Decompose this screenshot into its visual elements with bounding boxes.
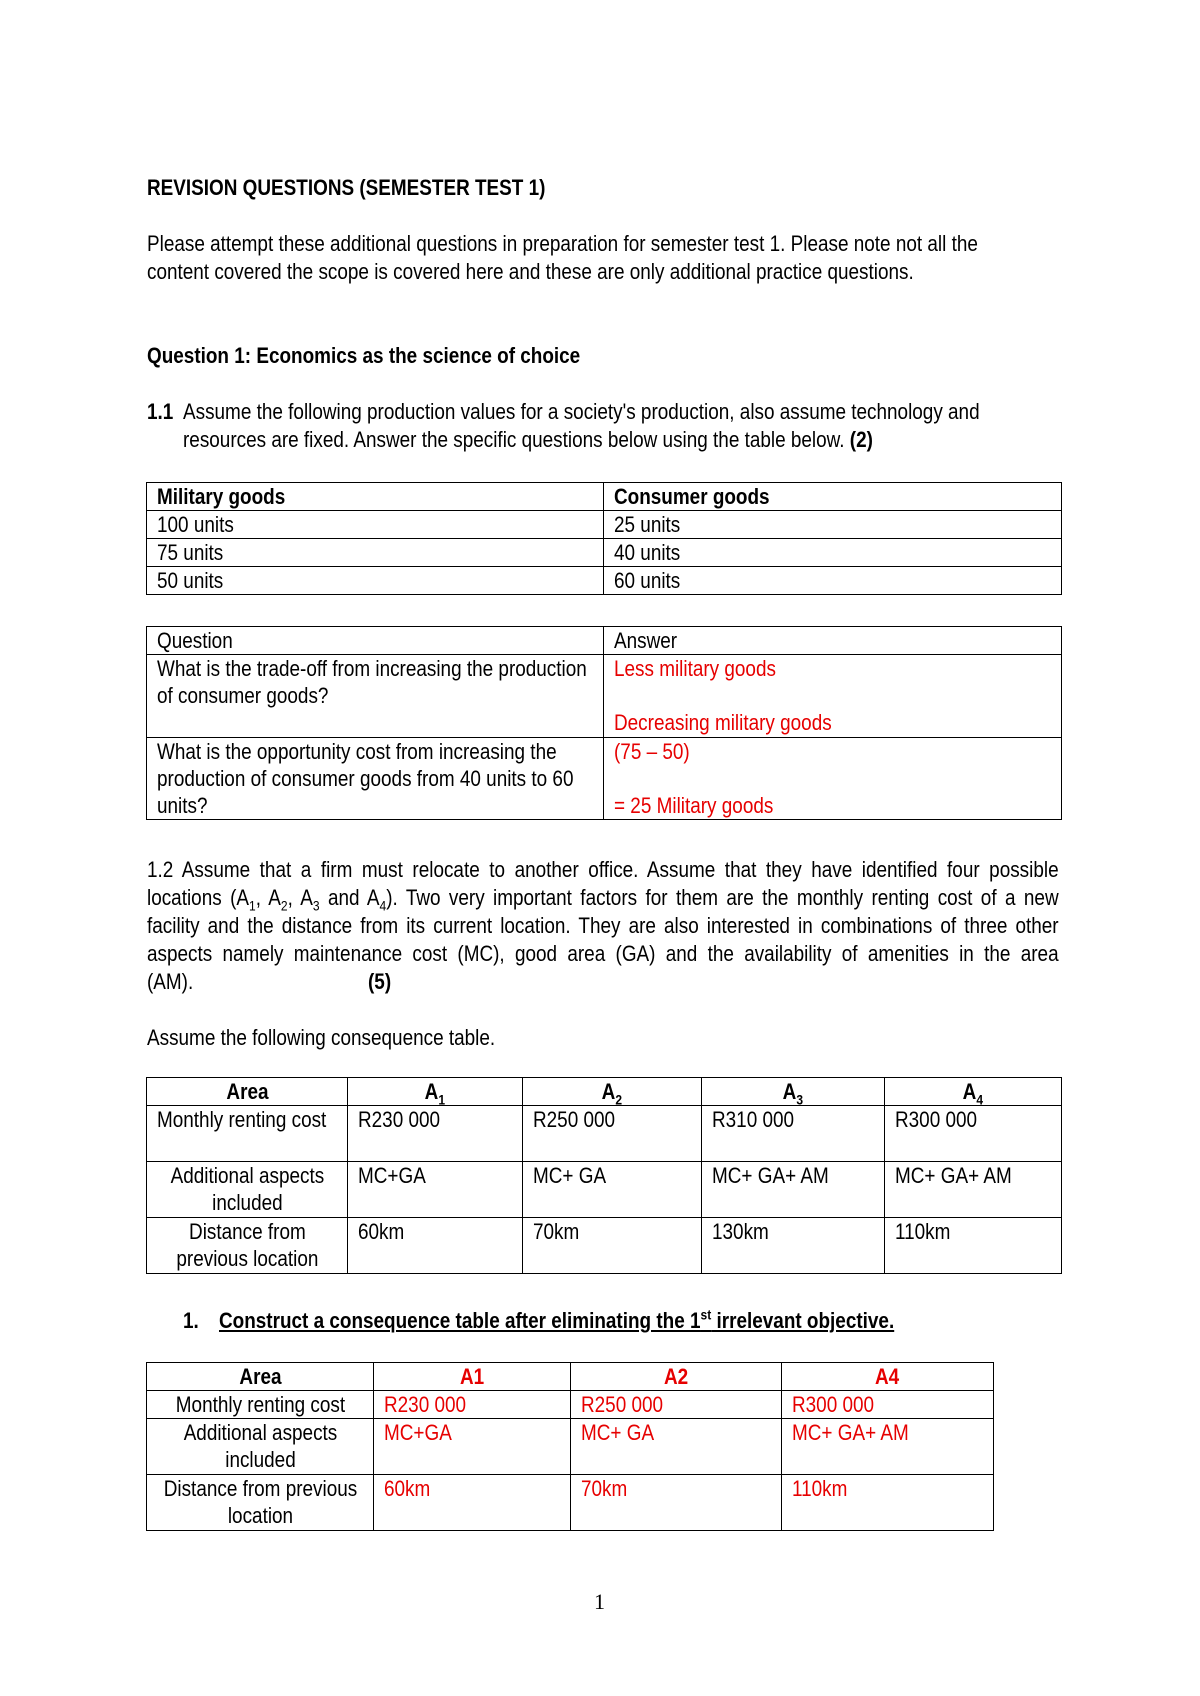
table-cell: MC+ GA [523,1162,702,1218]
task-1-instruction: Construct a consequence table after eliminating the 1st irrelevant objective. [219,1306,895,1333]
table-cell: 100 units [147,511,604,539]
table-header-row [147,1363,994,1391]
table-header: Consumer goods [604,483,1062,511]
production-table [146,482,1062,595]
question-1-2-line-4: aspects namely maintenance cost (MC), good area (GA) and the availability of amenities in the area [147,941,1059,966]
answer-table [146,1362,994,1531]
table-cell: MC+GA [374,1419,571,1475]
table-cell: 60km [374,1475,571,1531]
question-1-2-line-1: 1.2 Assume that a firm must relocate to another office. Assume that they have identified four possible [147,857,1059,882]
table-cell: R310 000 [702,1106,885,1162]
table-cell: 50 units [147,567,604,595]
table-header: Question [147,627,604,655]
table-cell: R250 000 [523,1106,702,1162]
table-cell: 40 units [604,539,1062,567]
table-cell: Monthly renting cost [147,1106,348,1162]
table-cell: 60 units [604,567,1062,595]
table-header: A2 [571,1363,782,1391]
table-cell: 110km [885,1218,1062,1274]
table-cell: R230 000 [348,1106,523,1162]
table-row [147,1218,1062,1274]
table-cell: What is the opportunity cost from increasing the production of consumer goods from 40 units to 60 units? [147,738,604,820]
table-cell: R250 000 [571,1391,782,1419]
table-row [147,1106,1062,1162]
table-cell: 70km [523,1218,702,1274]
question-1-1-line-2: resources are fixed. Answer the specific questions below using the table below. [183,427,845,452]
table-cell: 75 units [147,539,604,567]
table-cell [604,738,1062,820]
question-1-2-marks: (5) [368,969,392,994]
consequence-intro: Assume the following consequence table. [147,1025,496,1050]
table-header: Answer [604,627,1062,655]
table-row [147,511,1062,539]
consequence-table [146,1077,1062,1274]
question-1-1-line-1: Assume the following production values for a society's production, also assume technology and [183,399,980,424]
page-number: 1 [594,1589,605,1614]
table-header: A4 [782,1363,994,1391]
table-header: $A_4$ [885,1078,1062,1106]
table-header: Area [147,1363,374,1391]
question-1-1-marks: (2) [849,427,873,452]
table-row [147,539,1062,567]
table-cell: R300 000 [885,1106,1062,1162]
table-header: $A_1$ [348,1078,523,1106]
question-1-2-line-5: (AM). [147,969,194,994]
table-cell: 110km [782,1475,994,1531]
table-row [147,1419,994,1475]
table-header: $A_2$ [523,1078,702,1106]
intro-line-1: Please attempt these additional questions in preparation for semester test 1. Please note not all the [147,231,978,256]
table-cell: R300 000 [782,1391,994,1419]
table-cell: 25 units [604,511,1062,539]
table-row [147,738,1062,820]
task-1-number: 1. [183,1308,199,1333]
table-row [147,1475,994,1531]
table-cell: 130km [702,1218,885,1274]
table-cell: MC+ GA+ AM [885,1162,1062,1218]
intro-line-2: content covered the scope is covered here and these are only additional practice questions. [147,259,914,284]
table-header: Area [147,1078,348,1106]
table-cell: What is the trade-off from increasing the production of consumer goods? [147,655,604,738]
table-header-row [147,1078,1062,1106]
answer-text: Decreasing military goods [614,710,832,735]
table-row [147,655,1062,738]
question-1-2-line-2: locations ($A_1$, $A_2$, $A_3$ and $A_4$). Two very important factors for them are the monthly renting cost of a new [147,885,1059,914]
table-cell: Additional aspects included [147,1162,348,1218]
table-header-row [147,483,1062,511]
table-cell: Distance from previous location [147,1475,374,1531]
document-title: REVISION QUESTIONS (SEMESTER TEST 1) [147,175,546,200]
table-row [147,1391,994,1419]
table-row [147,1162,1062,1218]
table-header: $A_3$ [702,1078,885,1106]
question-1-heading: Question 1: Economics as the science of choice [147,343,581,368]
table-cell: 60km [348,1218,523,1274]
table-header-row [147,627,1062,655]
question-1-1-number: 1.1 [147,399,174,424]
question-1-2-line-3: facility and the distance from its current location. They are also interested in combinations of three other [147,913,1059,938]
answer-text: Less military goods [614,656,776,681]
table-header: A1 [374,1363,571,1391]
table-cell: MC+ GA+ AM [702,1162,885,1218]
answer-text: = 25 Military goods [614,793,774,818]
table-cell: Distance from previous location [147,1218,348,1274]
table-cell: 70km [571,1475,782,1531]
table-cell: MC+ GA [571,1419,782,1475]
table-cell: Monthly renting cost [147,1391,374,1419]
answer-text: (75 – 50) [614,739,690,764]
table-cell: Additional aspects included [147,1419,374,1475]
table-cell [604,655,1062,738]
qa-table [146,626,1062,820]
table-cell: R230 000 [374,1391,571,1419]
table-cell: MC+ GA+ AM [782,1419,994,1475]
table-cell: MC+GA [348,1162,523,1218]
table-row [147,567,1062,595]
table-header: Military goods [147,483,604,511]
